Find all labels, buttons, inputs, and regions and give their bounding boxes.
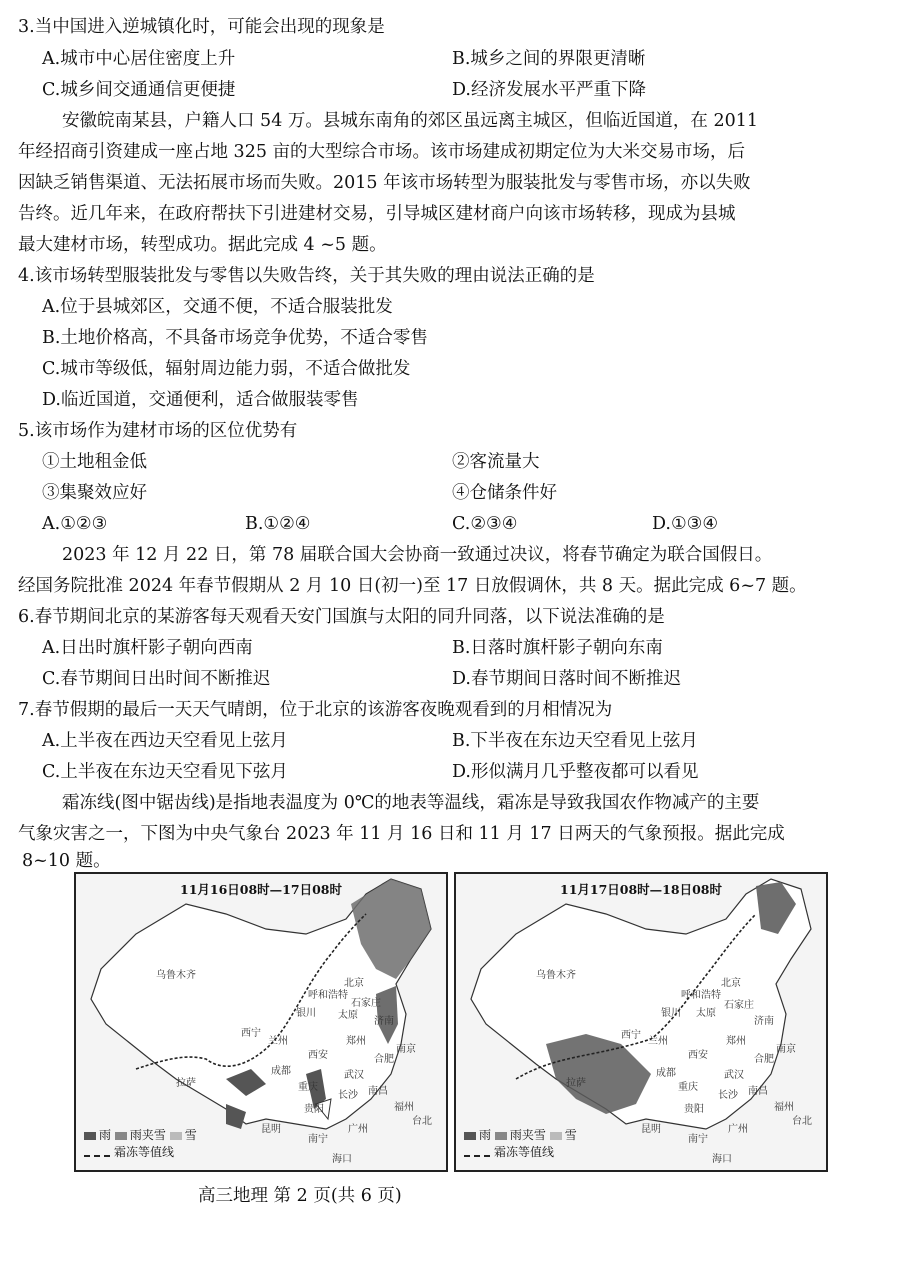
frost-line-icon xyxy=(84,1149,110,1157)
question-3-stem: 3.当中国进入逆城镇化时，可能会出现的现象是 xyxy=(18,17,385,37)
map-1-city: 重庆 xyxy=(298,1082,318,1093)
map-2-title: 11月17日08时—18日08时 xyxy=(560,882,722,897)
map-2-city: 成都 xyxy=(656,1068,676,1079)
map-1-city: 西宁 xyxy=(241,1028,261,1039)
map-1-city: 成都 xyxy=(271,1066,291,1077)
map-2-city: 银川 xyxy=(661,1008,681,1019)
weather-map-nov16 xyxy=(74,872,448,1172)
question-3-option-a: A.城市中心居住密度上升 xyxy=(42,49,236,69)
map-2-city: 合肥 xyxy=(754,1054,774,1065)
page-footer: 高三地理 第 2 页(共 6 页) xyxy=(198,1186,402,1206)
map-1-city: 拉萨 xyxy=(176,1078,196,1089)
map-2-city: 重庆 xyxy=(678,1082,698,1093)
map-2-city: 西宁 xyxy=(621,1030,641,1041)
question-4-option-d: D.临近国道，交通便利，适合做服装零售 xyxy=(42,390,359,410)
question-5-option-c: C.②③④ xyxy=(452,514,518,534)
question-3-option-d: D.经济发展水平严重下降 xyxy=(452,80,646,100)
rain-swatch-icon xyxy=(464,1132,476,1140)
map-2-city: 海口 xyxy=(712,1154,732,1165)
map-2-city: 济南 xyxy=(754,1016,774,1027)
question-5-item-1: ①土地租金低 xyxy=(42,452,147,472)
legend-rain: 雨 xyxy=(99,1128,112,1142)
frost-line-icon xyxy=(464,1149,490,1157)
question-4-option-b: B.土地价格高，不具备市场竞争优势，不适合零售 xyxy=(42,328,428,348)
legend-rain: 雨 xyxy=(479,1128,492,1142)
passage-market-line-3: 因缺乏销售渠道、无法拓展市场而失败。2015 年该市场转型为服装批发与零售市场，亦以失败 xyxy=(18,173,751,193)
map-2-city: 广州 xyxy=(728,1124,748,1135)
snow-swatch-icon xyxy=(550,1132,562,1140)
map-2-city: 兰州 xyxy=(648,1036,668,1047)
passage-spring-line-2: 经国务院批准 2024 年春节假期从 2 月 10 日(初一)至 17 日放假调休，共 8 天。据此完成 6~7 题。 xyxy=(18,576,807,596)
legend-sleet: 雨夹雪 xyxy=(129,1128,166,1142)
question-3-option-c: C.城乡间交通通信更便捷 xyxy=(42,80,236,100)
rain-swatch-icon xyxy=(84,1132,96,1140)
passage-market-line-4: 告终。近几年来，在政府帮扶下引进建材交易，引导城区建材商户向该市场转移，现成为县城 xyxy=(18,204,736,224)
passage-frost-line-2: 气象灾害之一，下图为中央气象台 2023 年 11 月 16 日和 11 月 17 日两天的气象预报。据此完成 xyxy=(18,824,785,844)
question-4-option-a: A.位于县城郊区，交通不便，不适合服装批发 xyxy=(42,297,393,317)
map-1-city: 合肥 xyxy=(374,1054,394,1065)
map-1-city: 南昌 xyxy=(368,1086,388,1097)
passage-frost-line-3: 8~10 题。 xyxy=(22,851,111,871)
map-2-city: 太原 xyxy=(696,1008,716,1019)
map-2-city: 南京 xyxy=(776,1044,796,1055)
question-4-stem: 4.该市场转型服装批发与零售以失败告终，关于其失败的理由说法正确的是 xyxy=(18,266,595,286)
map-2-city: 福州 xyxy=(774,1102,794,1113)
passage-market-line-5: 最大建材市场，转型成功。据此完成 4 ~5 题。 xyxy=(18,235,387,255)
question-5-option-d: D.①③④ xyxy=(652,514,719,534)
map-1-city: 太原 xyxy=(338,1010,358,1021)
question-7-stem: 7.春节假期的最后一天天气晴朗，位于北京的该游客夜晚观看到的月相情况为 xyxy=(18,700,613,720)
map-1-legend xyxy=(84,1126,197,1160)
question-6-option-a: A.日出时旗杆影子朝向西南 xyxy=(42,638,253,658)
map-2-city: 贵阳 xyxy=(684,1104,704,1115)
question-5-item-3: ③集聚效应好 xyxy=(42,483,147,503)
question-7-option-c: C.上半夜在东边天空看见下弦月 xyxy=(42,762,288,782)
map-1-city: 北京 xyxy=(344,978,364,989)
map-1-city: 银川 xyxy=(296,1008,316,1019)
map-2-city: 呼和浩特 xyxy=(681,990,721,1001)
question-6-stem: 6.春节期间北京的某游客每天观看天安门国旗与太阳的同升同落，以下说法准确的是 xyxy=(18,607,665,627)
question-6-option-c: C.春节期间日出时间不断推迟 xyxy=(42,669,271,689)
map-2-city: 乌鲁木齐 xyxy=(536,970,576,981)
passage-market-line-1: 安徽皖南某县，户籍人口 54 万。县城东南角的郊区虽远离主城区，但临近国道，在 2011 xyxy=(62,111,758,131)
map-1-city: 郑州 xyxy=(346,1036,366,1047)
map-1-city: 南京 xyxy=(396,1044,416,1055)
legend-sleet: 雨夹雪 xyxy=(509,1128,546,1142)
weather-maps-figure xyxy=(74,872,828,1198)
question-3-option-b: B.城乡之间的界限更清晰 xyxy=(452,49,646,69)
map-2-city: 北京 xyxy=(721,978,741,989)
map-2-city: 台北 xyxy=(792,1116,812,1127)
sleet-swatch-icon xyxy=(495,1132,507,1140)
question-4-option-c: C.城市等级低，辐射周边能力弱，不适合做批发 xyxy=(42,359,411,379)
legend-snow: 雪 xyxy=(184,1128,197,1142)
legend-frost: 霜冻等值线 xyxy=(494,1145,555,1159)
map-1-city: 贵阳 xyxy=(304,1104,324,1115)
map-2-legend xyxy=(464,1126,577,1160)
map-1-title: 11月16日08时—17日08时 xyxy=(180,882,342,897)
sleet-swatch-icon xyxy=(115,1132,127,1140)
map-1-city: 福州 xyxy=(394,1102,414,1113)
map-1-city: 台北 xyxy=(412,1116,432,1127)
question-5-item-2: ②客流量大 xyxy=(452,452,540,472)
passage-market-line-2: 年经招商引资建成一座占地 325 亩的大型综合市场。该市场建成初期定位为大米交易市场，后 xyxy=(18,142,746,162)
map-2-city: 长沙 xyxy=(718,1090,738,1101)
legend-frost: 霜冻等值线 xyxy=(114,1145,175,1159)
map-1-city: 呼和浩特 xyxy=(308,990,348,1001)
question-5-item-4: ④仓储条件好 xyxy=(452,483,557,503)
map-2-city: 昆明 xyxy=(641,1124,661,1135)
passage-spring-line-1: 2023 年 12 月 22 日，第 78 届联合国大会协商一致通过决议，将春节确定为联合国假日。 xyxy=(62,545,773,565)
question-5-option-b: B.①②④ xyxy=(245,514,311,534)
map-1-city: 济南 xyxy=(374,1016,394,1027)
question-6-option-b: B.日落时旗杆影子朝向东南 xyxy=(452,638,663,658)
map-2-city: 拉萨 xyxy=(566,1078,586,1089)
map-1-city: 武汉 xyxy=(344,1070,364,1081)
question-7-option-a: A.上半夜在西边天空看见上弦月 xyxy=(42,731,288,751)
question-6-option-d: D.春节期间日落时间不断推迟 xyxy=(452,669,681,689)
map-1-city: 海口 xyxy=(332,1154,352,1165)
passage-frost-line-1: 霜冻线(图中锯齿线)是指地表温度为 0℃的地表等温线，霜冻是导致我国农作物减产的主要 xyxy=(62,793,760,813)
map-1-city: 石家庄 xyxy=(351,998,381,1009)
snow-swatch-icon xyxy=(170,1132,182,1140)
map-2-city: 南宁 xyxy=(688,1134,708,1145)
map-1-city: 昆明 xyxy=(261,1124,281,1135)
weather-map-nov17 xyxy=(454,872,828,1172)
map-1-city: 长沙 xyxy=(338,1090,358,1101)
map-2-city: 南昌 xyxy=(748,1086,768,1097)
map-1-city: 南宁 xyxy=(308,1134,328,1145)
map-1-city: 广州 xyxy=(348,1124,368,1135)
map-1-city: 乌鲁木齐 xyxy=(156,970,196,981)
map-2-city: 郑州 xyxy=(726,1036,746,1047)
legend-snow: 雪 xyxy=(564,1128,577,1142)
map-2-city: 武汉 xyxy=(724,1070,744,1081)
map-1-city: 西安 xyxy=(308,1050,328,1061)
question-5-stem: 5.该市场作为建材市场的区位优势有 xyxy=(18,421,298,441)
map-1-city: 兰州 xyxy=(268,1036,288,1047)
question-7-option-b: B.下半夜在东边天空看见上弦月 xyxy=(452,731,698,751)
map-2-city: 西安 xyxy=(688,1050,708,1061)
question-5-option-a: A.①②③ xyxy=(42,514,108,534)
question-7-option-d: D.形似满月几乎整夜都可以看见 xyxy=(452,762,699,782)
map-2-city: 石家庄 xyxy=(724,1000,754,1011)
